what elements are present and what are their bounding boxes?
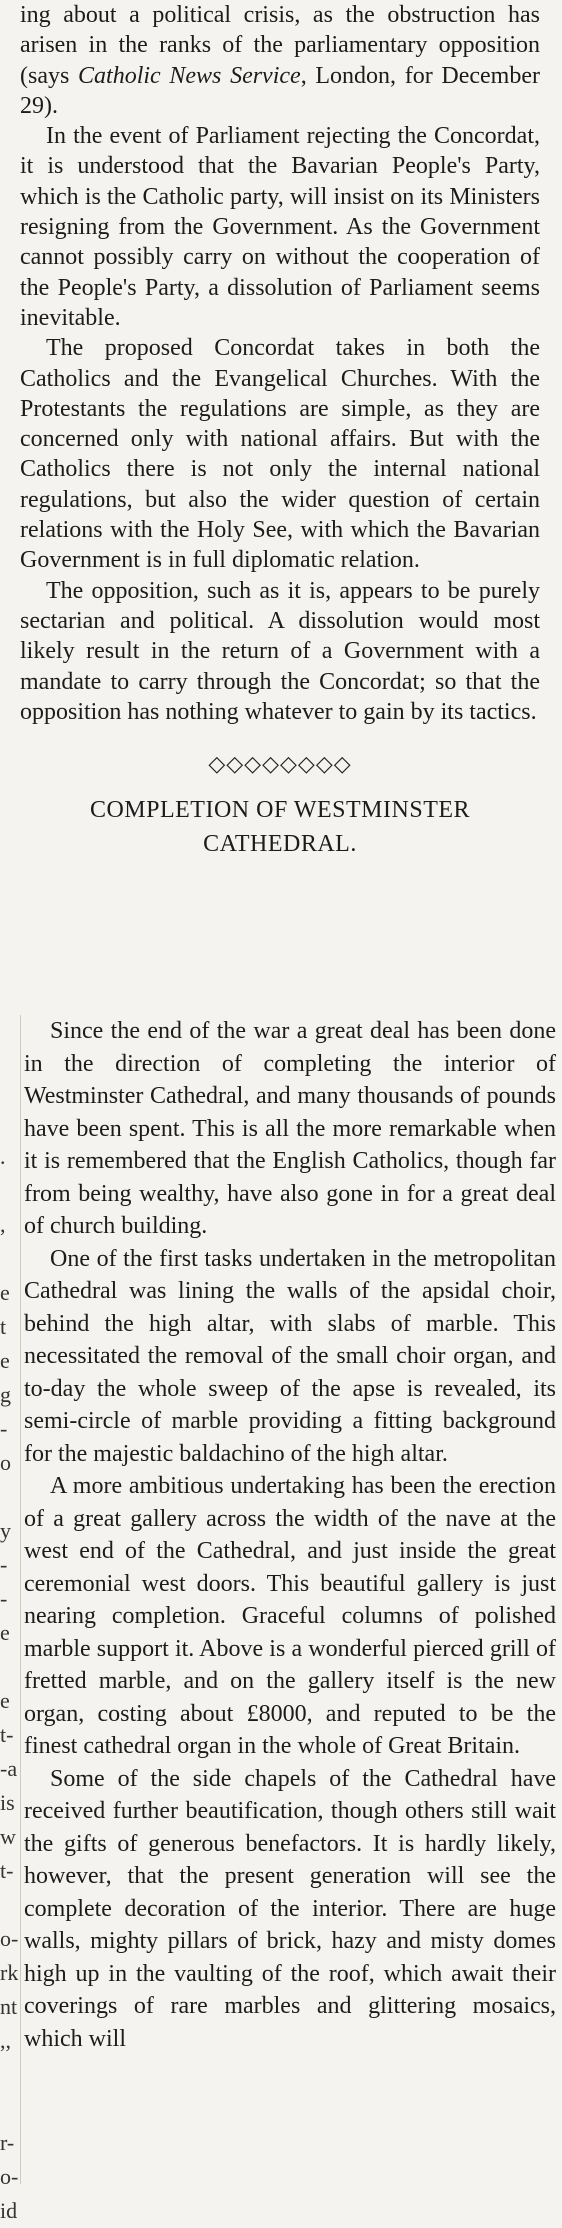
concordat-paragraph-2: In the event of Parliament rejecting the Concordat, it is understood that the Bavarian People's Party, which is the Catholic party, will insist on its Ministers resigning from the Government. As the Government cannot possibly carry on without the cooperation of the People's Party, a dissolution of Parliament seems inevitable. — [20, 123, 540, 331]
margin-fragment: w — [0, 1824, 16, 1849]
margin-fragment: g — [0, 1382, 11, 1407]
concordat-paragraph-1 — [20, 0, 540, 121]
margin-fragment: rk — [0, 1960, 19, 1985]
section-divider-ornament: ◇◇◇◇◇◇◇◇ — [208, 751, 352, 777]
margin-fragment — [0, 1174, 20, 1208]
margin-fragment: t- — [0, 1722, 14, 1747]
margin-fragment — [0, 1888, 20, 1922]
margin-fragment: nt — [0, 1994, 18, 2019]
margin-fragment: id — [0, 2198, 18, 2223]
margin-fragment: ,, — [0, 2028, 11, 2053]
margin-fragment — [0, 1242, 20, 1276]
margin-fragment: e — [0, 1688, 10, 1713]
article-headline — [20, 793, 540, 861]
paragraph-text: , London, for December 29). — [20, 62, 540, 119]
margin-fragment: t- — [0, 1858, 14, 1883]
cathedral-paragraph-4: Some of the side chapels of the Cathedral have received further beautification, though others still wait the gifts of generous benefactors. It is hardly likely, however, that the present generation will see the complete decoration of the interior. There are huge walls, mighty pillars of brick, hazy and misty domes high up in the vaulting of the roof, which await their coverings of rare marbles and glittering mosaics, which will — [24, 1765, 556, 2052]
cathedral-paragraph-3: A more ambitious undertaking has been the erection of a great gallery across the width of the nave at the west end of the Cathedral, and just inside the great ceremonial west doors. This beautiful gallery is just nearing completion. Graceful columns of polished marble support it. Above is a wonderful pierced grill of fretted marble, and on the gallery itself is the new organ, costing about £8000, and reputed to be the finest cathedral organ in the whole of Great Britain. — [24, 1473, 556, 1759]
article-westminster-cathedral — [24, 1015, 556, 2055]
margin-fragment: t — [0, 1314, 7, 1339]
adjacent-column-fragments — [0, 1140, 20, 2228]
headline-line-1: COMPLETION OF WESTMINSTER — [89, 797, 471, 824]
margin-fragment — [0, 1480, 20, 1514]
margin-fragment: y — [0, 1518, 11, 1543]
margin-fragment: - — [0, 1586, 8, 1611]
margin-fragment: is — [0, 1790, 15, 1815]
margin-fragment — [0, 2092, 20, 2126]
paragraph-text: ing about a political crisis, as the obstruction has arisen in the ranks of the parliamentary opposition (says — [20, 2, 540, 89]
margin-fragment: o- — [0, 2164, 19, 2189]
margin-fragment: r- — [0, 2130, 15, 2155]
margin-fragment: e — [0, 1348, 10, 1373]
cathedral-paragraph-1: Since the end of the war a great deal has been done in the direction of completing the interior of Westminster Cathedral, and many thousands of pounds have been spent. This is all the more remarkable when it is remembered that the English Catholics, though far from being wealthy, have also gone in for a great deal of church building. — [24, 1018, 556, 1239]
margin-fragment: -a — [0, 1756, 18, 1781]
margin-fragment: , — [0, 1212, 6, 1237]
margin-fragment — [0, 2058, 20, 2092]
margin-fragment: - — [0, 1416, 8, 1441]
source-name: Catholic News Service — [78, 62, 301, 89]
article-concordat — [20, 0, 540, 871]
concordat-paragraph-4: The opposition, such as it is, appears to be purely sectarian and political. A dissolution would most likely result in the return of a Government with a mandate to carry through the Concordat; so that the opposition has nothing whatever to gain by its tactics. — [20, 577, 540, 725]
margin-fragment: . — [0, 1144, 6, 1169]
margin-fragment: e — [0, 1620, 10, 1645]
headline-line-2: CATHEDRAL. — [203, 831, 357, 858]
margin-fragment: o- — [0, 1926, 19, 1951]
column-rule — [20, 1015, 21, 2184]
margin-fragment: - — [0, 1552, 8, 1577]
concordat-paragraph-3: The proposed Concordat takes in both the Catholics and the Evangelical Churches. With the Protestants the regulations are simple, as they are concerned only with national affairs. But with the Catholics there is not only the internal national regulations, but also the wider question of certain relations with the Holy See, with which the Bavarian Government is in full diplomatic relation. — [20, 335, 540, 574]
margin-fragment — [0, 1650, 20, 1684]
margin-fragment: o — [0, 1450, 11, 1475]
cathedral-paragraph-2: One of the first tasks undertaken in the metropolitan Cathedral was lining the walls of the apsidal choir, behind the high altar, with slabs of marble. This necessitated the removal of the small choir organ, and to-day the whole sweep of the apse is revealed, its semi-circle of marble providing a fitting background for the majestic baldachino of the high altar. — [24, 1245, 556, 1467]
margin-fragment: e — [0, 1280, 10, 1305]
